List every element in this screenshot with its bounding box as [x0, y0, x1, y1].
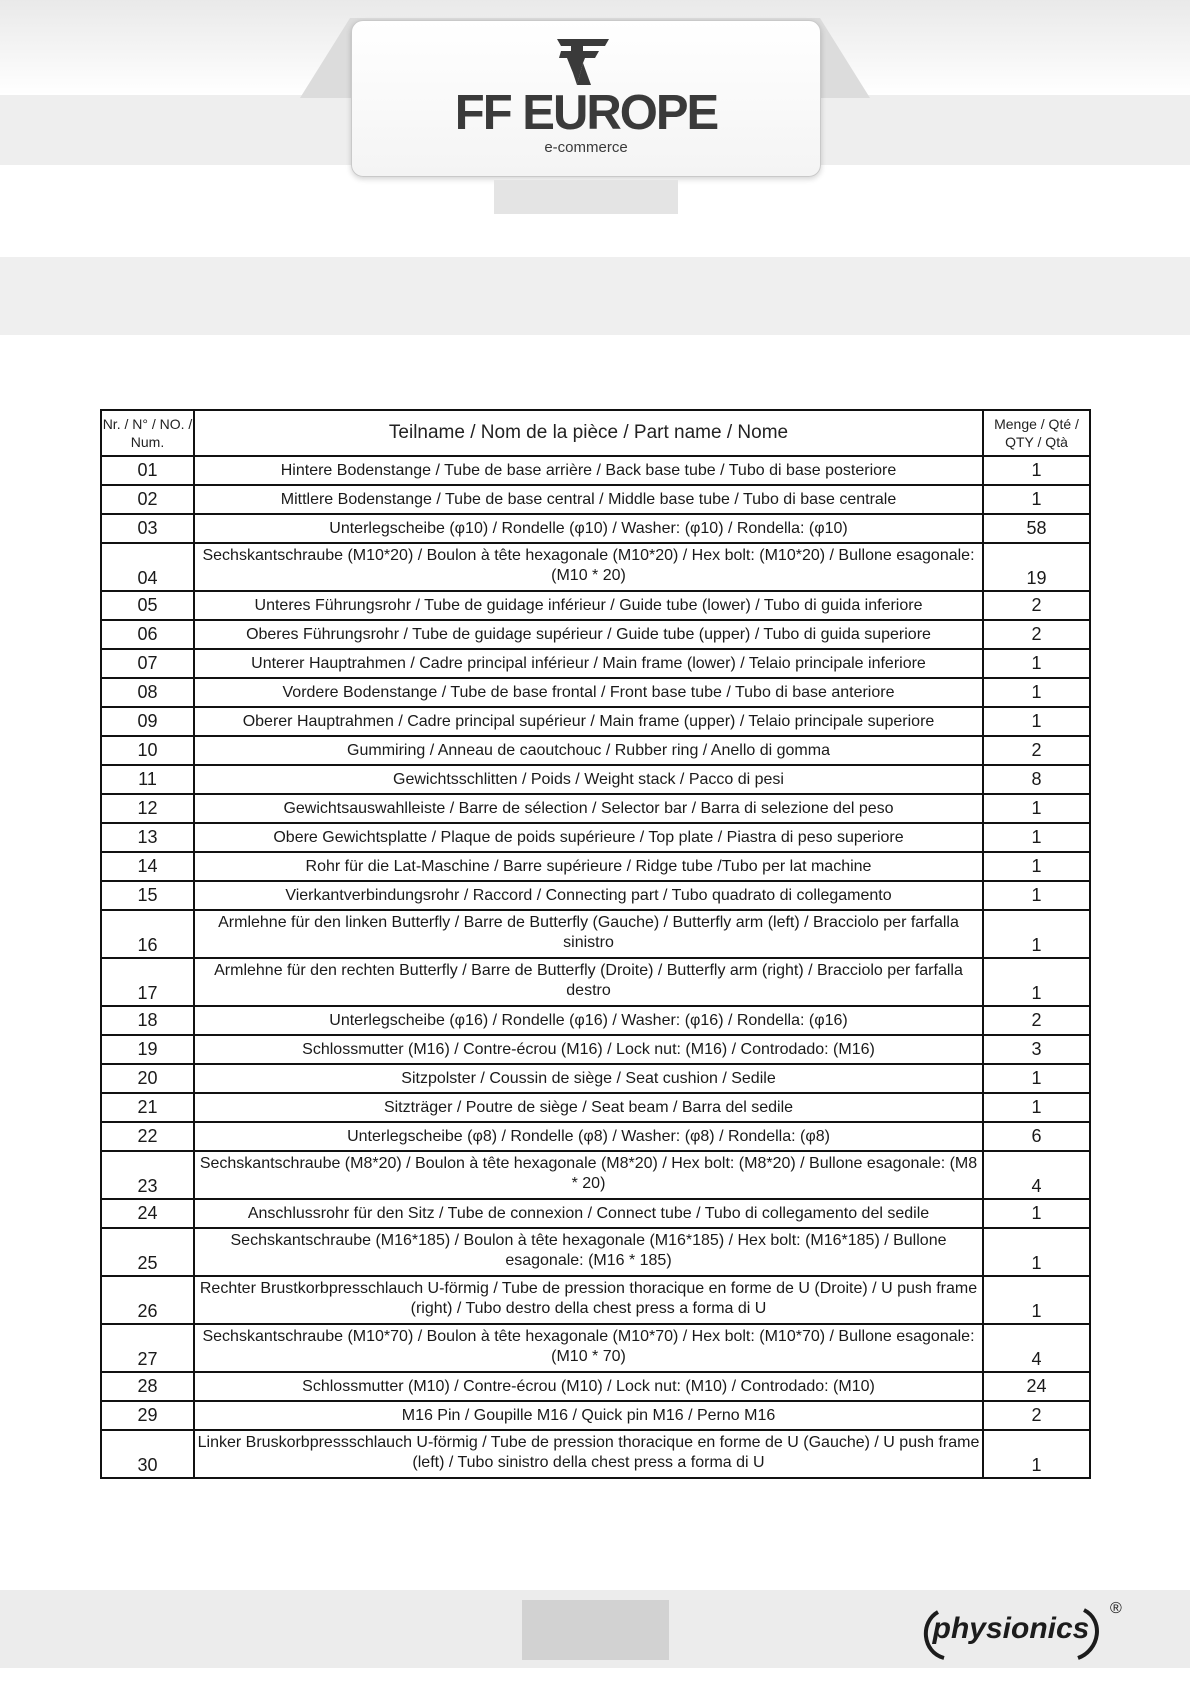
part-name: Gummiring / Anneau de caoutchouc / Rubber ring / Anello di gomma — [194, 736, 983, 765]
part-name: Oberes Führungsrohr / Tube de guidage supérieur / Guide tube (upper) / Tubo di guida superiore — [194, 620, 983, 649]
part-name: Gewichtsschlitten / Poids / Weight stack / Pacco di pesi — [194, 765, 983, 794]
part-name: Armlehne für den linken Butterfly / Barre de Butterfly (Gauche) / Butterfly arm (left) / Bracciolo per farfalla sinistro — [194, 910, 983, 958]
table-row — [101, 1093, 1090, 1122]
table-row — [101, 881, 1090, 910]
table-row — [101, 1276, 1090, 1324]
part-quantity: 2 — [983, 1401, 1090, 1430]
table-row — [101, 736, 1090, 765]
logo-title: FF EUROPE — [454, 86, 718, 140]
part-number: 19 — [101, 1035, 194, 1064]
part-number: 05 — [101, 591, 194, 620]
part-name: Vierkantverbindungsrohr / Raccord / Connecting part / Tubo quadrato di collegamento — [194, 881, 983, 910]
part-quantity: 1 — [983, 1093, 1090, 1122]
part-number: 20 — [101, 1064, 194, 1093]
part-name: Unteres Führungsrohr / Tube de guidage inférieur / Guide tube (lower) / Tubo di guida inferiore — [194, 591, 983, 620]
part-quantity: 1 — [983, 823, 1090, 852]
page-number-box — [522, 1600, 669, 1660]
part-number: 03 — [101, 514, 194, 543]
part-quantity: 1 — [983, 881, 1090, 910]
part-quantity: 1 — [983, 1199, 1090, 1228]
part-quantity: 1 — [983, 958, 1090, 1006]
part-quantity: 1 — [983, 649, 1090, 678]
part-number: 02 — [101, 485, 194, 514]
part-number: 01 — [101, 456, 194, 485]
table-row — [101, 958, 1090, 1006]
part-quantity: 1 — [983, 910, 1090, 958]
part-number: 17 — [101, 958, 194, 1006]
part-number: 16 — [101, 910, 194, 958]
part-quantity: 1 — [983, 707, 1090, 736]
table-row — [101, 1122, 1090, 1151]
table-row — [101, 485, 1090, 514]
brand-name: physionics — [932, 1612, 1090, 1645]
parts-table — [100, 409, 1091, 1479]
part-quantity: 1 — [983, 1430, 1090, 1478]
part-quantity: 1 — [983, 852, 1090, 881]
title-band — [0, 257, 1190, 335]
part-number: 23 — [101, 1151, 194, 1199]
header-nr: Nr. / N° / NO. / Num. — [101, 410, 194, 456]
header-quantity: Menge / Qté / QTY / Qtà — [983, 410, 1090, 456]
table-row — [101, 1372, 1090, 1401]
part-name: Unterlegscheibe (φ10) / Rondelle (φ10) / Washer: (φ10) / Rondella: (φ10) — [194, 514, 983, 543]
table-row — [101, 591, 1090, 620]
part-quantity: 4 — [983, 1151, 1090, 1199]
table-row — [101, 456, 1090, 485]
part-number: 22 — [101, 1122, 194, 1151]
table-row — [101, 1228, 1090, 1276]
part-name: Schlossmutter (M16) / Contre-écrou (M16) / Lock nut: (M16) / Controdado: (M16) — [194, 1035, 983, 1064]
part-quantity: 1 — [983, 1276, 1090, 1324]
table-row — [101, 1064, 1090, 1093]
part-quantity: 1 — [983, 1064, 1090, 1093]
part-number: 27 — [101, 1324, 194, 1372]
part-name: M16 Pin / Goupille M16 / Quick pin M16 / Perno M16 — [194, 1401, 983, 1430]
part-number: 13 — [101, 823, 194, 852]
part-quantity: 58 — [983, 514, 1090, 543]
table-row — [101, 823, 1090, 852]
table-row — [101, 1151, 1090, 1199]
part-name: Sechskantschraube (M10*70) / Boulon à tête hexagonale (M10*70) / Hex bolt: (M10*70) / Bullone esagonale: (M10 * 70) — [194, 1324, 983, 1372]
table-row — [101, 852, 1090, 881]
part-number: 18 — [101, 1006, 194, 1035]
part-number: 28 — [101, 1372, 194, 1401]
part-name: Vordere Bodenstange / Tube de base frontal / Front base tube / Tubo di base anteriore — [194, 678, 983, 707]
part-name: Schlossmutter (M10) / Contre-écrou (M10) / Lock nut: (M10) / Controdado: (M10) — [194, 1372, 983, 1401]
header-part-name: Teilname / Nom de la pièce / Part name / Nome — [194, 410, 983, 456]
part-name: Obere Gewichtsplatte / Plaque de poids supérieure / Top plate / Piastra di peso superiore — [194, 823, 983, 852]
part-number: 30 — [101, 1430, 194, 1478]
part-number: 07 — [101, 649, 194, 678]
part-name: Sechskantschraube (M10*20) / Boulon à tête hexagonale (M10*20) / Hex bolt: (M10*20) / Bullone esagonale: (M10 * 20) — [194, 543, 983, 591]
part-number: 04 — [101, 543, 194, 591]
table-header-row — [101, 410, 1090, 456]
physionics-logo — [918, 1600, 1122, 1666]
part-number: 21 — [101, 1093, 194, 1122]
part-name: Unterlegscheibe (φ16) / Rondelle (φ16) / Washer: (φ16) / Rondella: (φ16) — [194, 1006, 983, 1035]
part-number: 06 — [101, 620, 194, 649]
part-name: Rohr für die Lat-Maschine / Barre supérieure / Ridge tube /Tubo per lat machine — [194, 852, 983, 881]
part-number: 11 — [101, 765, 194, 794]
table-row — [101, 794, 1090, 823]
table-row — [101, 543, 1090, 591]
table-row — [101, 1006, 1090, 1035]
part-number: 10 — [101, 736, 194, 765]
part-name: Unterlegscheibe (φ8) / Rondelle (φ8) / Washer: (φ8) / Rondella: (φ8) — [194, 1122, 983, 1151]
part-quantity: 1 — [983, 485, 1090, 514]
table-row — [101, 1199, 1090, 1228]
header-placeholder-box — [494, 180, 678, 214]
part-number: 24 — [101, 1199, 194, 1228]
part-number: 12 — [101, 794, 194, 823]
part-quantity: 2 — [983, 736, 1090, 765]
part-quantity: 1 — [983, 1228, 1090, 1276]
part-quantity: 24 — [983, 1372, 1090, 1401]
part-quantity: 3 — [983, 1035, 1090, 1064]
part-name: Gewichtsauswahlleiste / Barre de sélection / Selector bar / Barra di selezione del peso — [194, 794, 983, 823]
part-number: 08 — [101, 678, 194, 707]
table-row — [101, 678, 1090, 707]
part-name: Rechter Brustkorbpresschlauch U-förmig / Tube de pression thoracique en forme de U (Droite) / U push frame (right) / Tubo destro della chest press a forma di U — [194, 1276, 983, 1324]
table-row — [101, 1401, 1090, 1430]
logo — [351, 20, 821, 177]
table-row — [101, 649, 1090, 678]
part-name: Mittlere Bodenstange / Tube de base central / Middle base tube / Tubo di base centrale — [194, 485, 983, 514]
part-quantity: 4 — [983, 1324, 1090, 1372]
table-row — [101, 707, 1090, 736]
part-number: 09 — [101, 707, 194, 736]
table-row — [101, 514, 1090, 543]
part-number: 14 — [101, 852, 194, 881]
part-name: Anschlussrohr für den Sitz / Tube de connexion / Connect tube / Tubo di collegamento del sedile — [194, 1199, 983, 1228]
table-row — [101, 1035, 1090, 1064]
part-quantity: 19 — [983, 543, 1090, 591]
part-name: Linker Bruskorbpressschlauch U-förmig / Tube de pression thoracique en forme de U (Gauche) / U push frame (left) / Tubo sinistro della chest press a forma di U — [194, 1430, 983, 1478]
part-quantity: 8 — [983, 765, 1090, 794]
part-name: Sechskantschraube (M8*20) / Boulon à tête hexagonale (M8*20) / Hex bolt: (M8*20) / Bullone esagonale: (M8 * 20) — [194, 1151, 983, 1199]
part-quantity: 2 — [983, 1006, 1090, 1035]
part-number: 25 — [101, 1228, 194, 1276]
table-row — [101, 765, 1090, 794]
part-quantity: 6 — [983, 1122, 1090, 1151]
part-quantity: 2 — [983, 591, 1090, 620]
part-name: Oberer Hauptrahmen / Cadre principal supérieur / Main frame (upper) / Telaio principale superiore — [194, 707, 983, 736]
registered-mark: ® — [1110, 1600, 1122, 1617]
part-name: Sitzträger / Poutre de siège / Seat beam / Barra del sedile — [194, 1093, 983, 1122]
part-number: 26 — [101, 1276, 194, 1324]
part-quantity: 1 — [983, 456, 1090, 485]
part-name: Hintere Bodenstange / Tube de base arrière / Back base tube / Tubo di base posteriore — [194, 456, 983, 485]
part-name: Sechskantschraube (M16*185) / Boulon à tête hexagonale (M16*185) / Hex bolt: (M16*185) / Bullone esagonale: (M16 * 185) — [194, 1228, 983, 1276]
ff-europe-emblem-icon — [557, 39, 609, 89]
part-number: 15 — [101, 881, 194, 910]
table-row — [101, 1430, 1090, 1478]
part-name: Sitzpolster / Coussin de siège / Seat cushion / Sedile — [194, 1064, 983, 1093]
part-quantity: 2 — [983, 620, 1090, 649]
table-row — [101, 910, 1090, 958]
table-row — [101, 620, 1090, 649]
part-name: Armlehne für den rechten Butterfly / Barre de Butterfly (Droite) / Butterfly arm (right) / Bracciolo per farfalla destro — [194, 958, 983, 1006]
table-row — [101, 1324, 1090, 1372]
logo-subtitle: e-commerce — [544, 139, 628, 156]
part-name: Unterer Hauptrahmen / Cadre principal inférieur / Main frame (lower) / Telaio principale inferiore — [194, 649, 983, 678]
part-number: 29 — [101, 1401, 194, 1430]
part-quantity: 1 — [983, 678, 1090, 707]
part-quantity: 1 — [983, 794, 1090, 823]
